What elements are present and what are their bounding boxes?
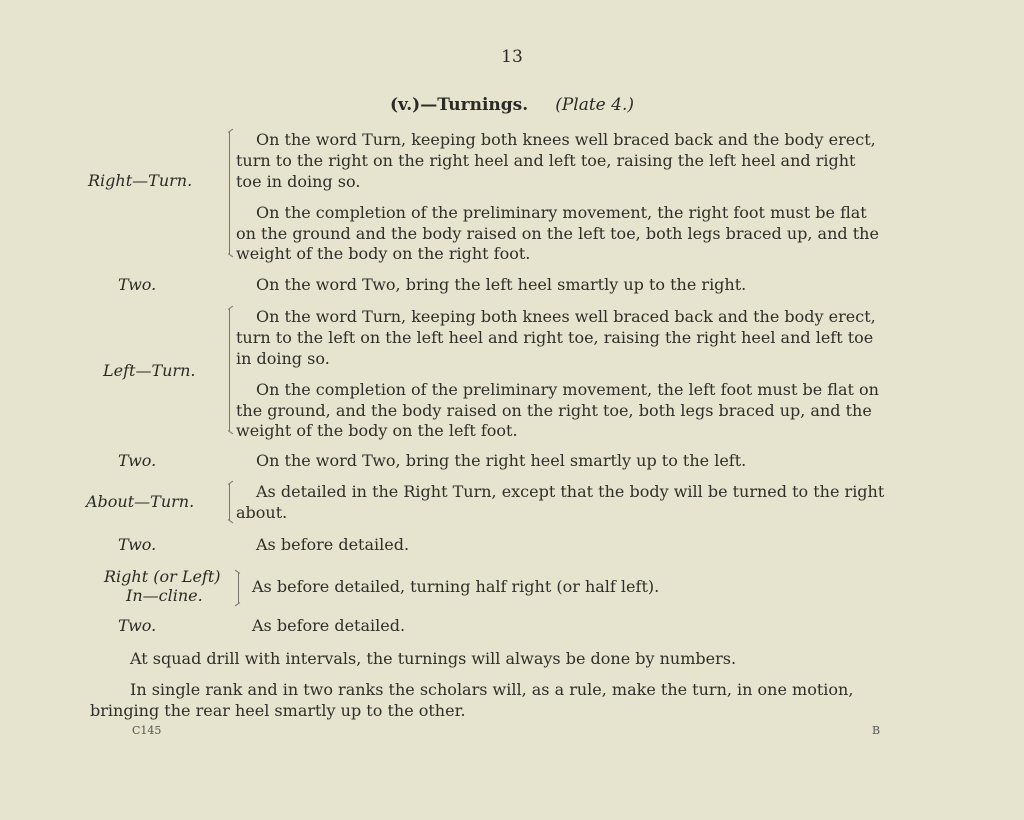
left-turn-p1-l2: turn to the left on the left heel and right toe, raising the right heel and left toe (236, 328, 874, 347)
right-turn-p1-l3: toe in doing so. (236, 172, 361, 191)
heading-title: (v.)—Turnings. (390, 95, 529, 115)
label-about-turn: About—Turn. (86, 492, 195, 511)
about-turn-l2: about. (236, 503, 288, 522)
two-3-text: As before detailed. (256, 535, 410, 554)
section-heading (0, 95, 1024, 115)
left-turn-p2-l1: On the completion of the preliminary movement, the left foot must be flat on (256, 380, 879, 399)
two-4-text: As before detailed. (252, 616, 406, 635)
label-two-4: Two. (118, 616, 157, 635)
right-turn-p2-l2: on the ground and the body raised on the left toe, both legs braced up, and the (236, 224, 879, 243)
right-turn-p1-l1: On the word Turn, keeping both knees well braced back and the body erect, (256, 130, 876, 149)
paragraph-single-rank-l1: In single rank and in two ranks the scholars will, as a rule, make the turn, in one motion, (130, 680, 854, 699)
brace-left-turn (229, 309, 236, 431)
label-two-2: Two. (118, 451, 157, 470)
about-turn-l1: As detailed in the Right Turn, except that the body will be turned to the right (256, 482, 885, 501)
paragraph-squad-drill: At squad drill with intervals, the turnings will always be done by numbers. (130, 649, 737, 668)
left-turn-p1-l1: On the word Turn, keeping both knees well braced back and the body erect, (256, 307, 876, 326)
page-number: 13 (501, 47, 523, 67)
paragraph-single-rank-l2: bringing the rear heel smartly up to the other. (90, 701, 466, 720)
label-incline-1: Right (or Left) (104, 567, 221, 586)
label-left-turn: Left—Turn. (103, 361, 196, 380)
two-1-text: On the word Two, bring the left heel smartly up to the right. (256, 275, 747, 294)
two-2-text: On the word Two, bring the right heel smartly up to the left. (256, 451, 747, 470)
right-turn-p2-l1: On the completion of the preliminary movement, the right foot must be flat (256, 203, 867, 222)
footer-print-code: C145 (132, 724, 162, 737)
incline-text: As before detailed, turning half right (or half left). (252, 577, 660, 596)
label-two-3: Two. (118, 535, 157, 554)
right-turn-p2-l3: weight of the body on the right foot. (236, 244, 531, 263)
brace-about-turn (229, 484, 236, 520)
left-turn-p2-l3: weight of the body on the left foot. (236, 421, 518, 440)
left-turn-p2-l2: the ground, and the body raised on the right toe, both legs braced up, and the (236, 401, 872, 420)
right-turn-p1-l2: turn to the right on the right heel and left toe, raising the left heel and right (236, 151, 856, 170)
left-turn-p1-l3: in doing so. (236, 349, 330, 368)
brace-incline (232, 573, 239, 603)
brace-right-turn (229, 132, 236, 254)
label-incline-2: In—cline. (126, 586, 203, 605)
label-two-1: Two. (118, 275, 157, 294)
label-right-turn: Right—Turn. (88, 171, 193, 190)
heading-plate-ref: (Plate 4.) (555, 95, 634, 115)
footer-signature-mark: B (872, 724, 881, 737)
